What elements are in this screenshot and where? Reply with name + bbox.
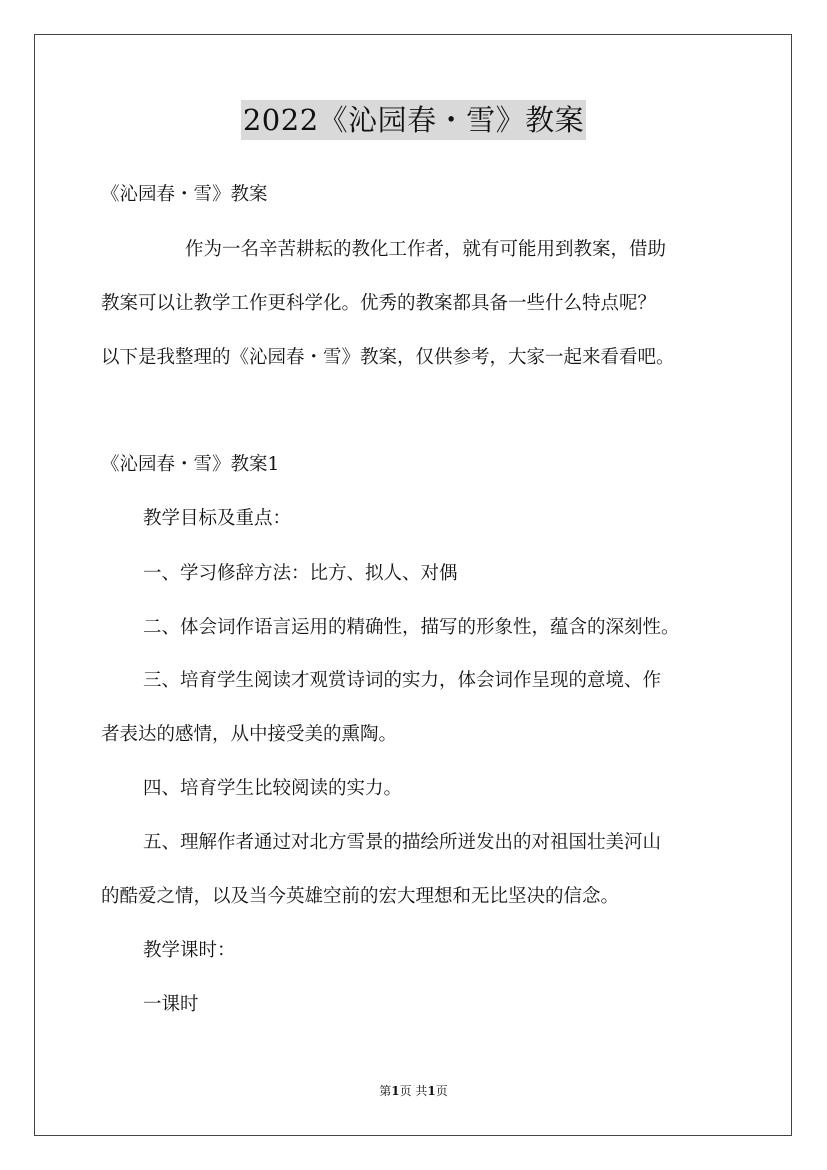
document-title: 2022《沁园春・雪》教案	[241, 100, 586, 140]
footer-current-page: 1	[391, 1084, 400, 1098]
intro-line-3: 以下是我整理的《沁园春・雪》教案，仅供参考，大家一起来看看吧。	[101, 347, 675, 368]
footer-suffix: 页	[435, 1084, 448, 1098]
page-footer	[0, 1083, 827, 1099]
intro-line-2: 教案可以让教学工作更科学化。优秀的教案都具备一些什么特点呢？	[101, 293, 657, 314]
objective-5: 五、理解作者通过对北方雪景的描绘所迸发出的对祖国壮美河山	[143, 832, 662, 853]
objective-2: 二、体会词作语言运用的精确性，描写的形象性，蕴含的深刻性。	[143, 617, 680, 638]
footer-prefix: 第	[379, 1084, 392, 1098]
hours-label: 教学课时：	[143, 940, 236, 961]
footer-total-pages: 1	[427, 1084, 436, 1098]
footer-mid: 页 共	[399, 1084, 428, 1098]
objective-4: 四、培育学生比较阅读的实力。	[143, 778, 403, 799]
document-subtitle: 《沁园春・雪》教案	[101, 184, 268, 205]
title-container	[0, 100, 827, 140]
objective-3: 三、培育学生阅读才观赏诗词的实力，体会词作呈现的意境、作	[143, 670, 662, 691]
hours-value: 一课时	[143, 994, 199, 1015]
section-heading: 《沁园春・雪》教案1	[101, 454, 280, 475]
intro-line-1: 作为一名辛苦耕耘的教化工作者，就有可能用到教案，借助	[185, 239, 667, 260]
objective-5-cont: 的酷爱之情，以及当今英雄空前的宏大理想和无比坚决的信念。	[101, 886, 620, 907]
objective-3-cont: 者表达的感情，从中接受美的熏陶。	[101, 724, 398, 745]
objectives-label: 教学目标及重点：	[143, 508, 292, 529]
objective-1: 一、学习修辞方法：比方、拟人、对偶	[143, 563, 458, 584]
